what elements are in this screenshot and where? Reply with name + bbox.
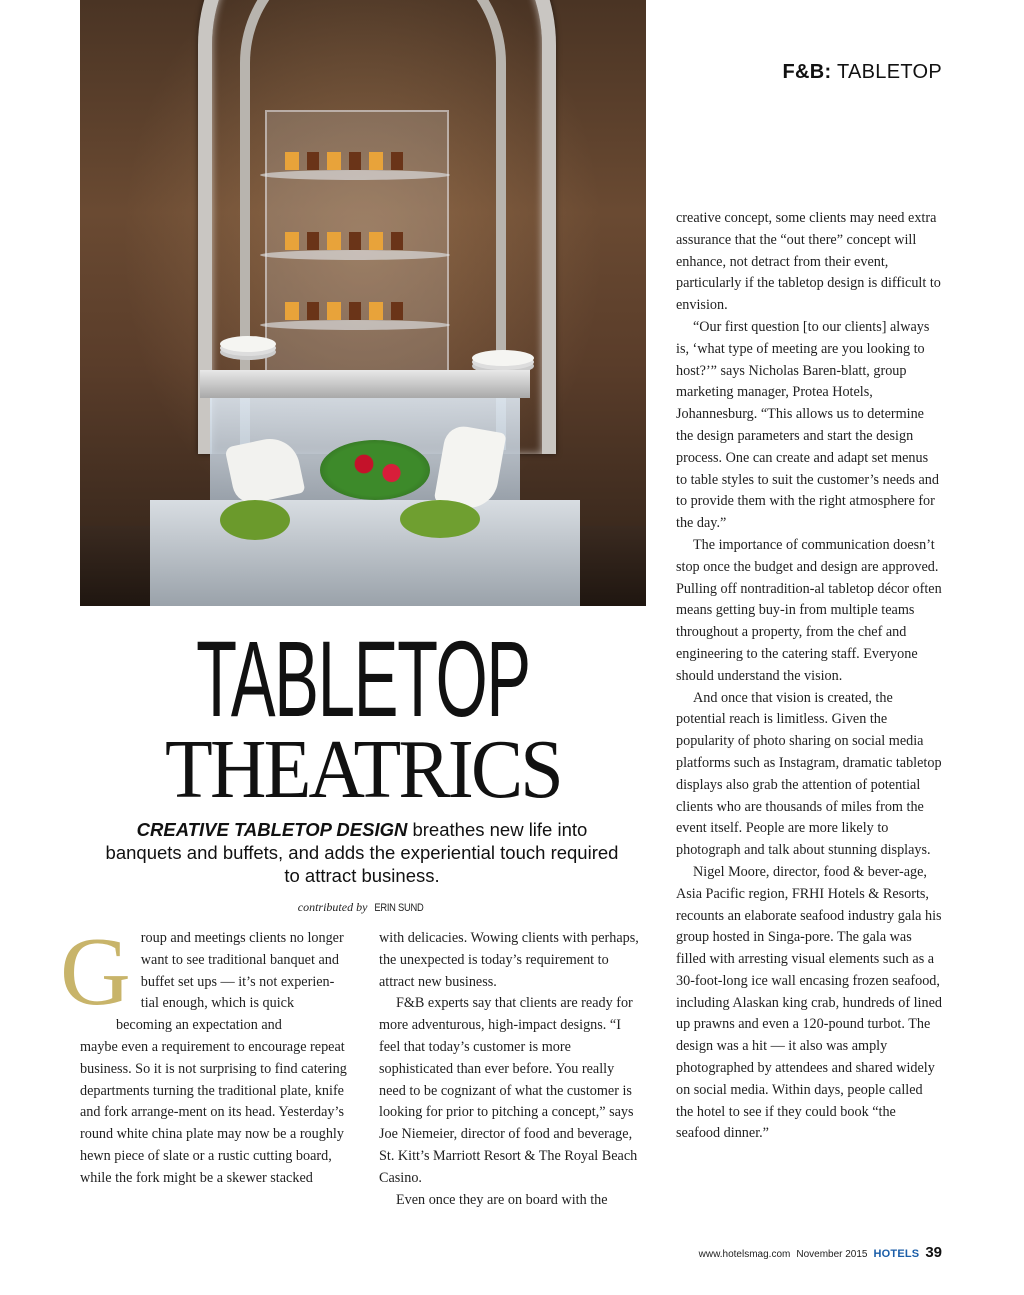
body-paragraph: maybe even a requirement to encourage repeat business. So it is not surprising to find catering departments turning the traditional plate, knife and fork arrange-ment on its head. Yesterday’s round white china plate may now be a roughly hewn piece of slate or a rustic cutting board, while the fork might be a skewer stacked — [80, 1038, 347, 1186]
headline-line-2: THEATRICS — [165, 723, 561, 816]
byline-prefix: contributed by — [297, 900, 368, 914]
body-column-2 — [379, 928, 643, 1211]
body-paragraph: creative concept, some clients may need extra assurance that the “out there” concept will enhance, not detract from their event, particularly if the tabletop design is difficult to envision. — [676, 210, 941, 314]
body-paragraph: Nigel Moore, director, food & bever-age, Asia Pacific region, FRHI Hotels & Resorts, recounts an elaborate seafood industry gala his group hosted in Singa-pore. The gala was filled with arresting visual elements such as a 30-foot-long ice wall encasing frozen seafood, including Alaskan king crab, hundreds of lined up prawns and even a 120-pound turbot. The design was a hit — it also was amply photographed by attendees and shared widely on social media. Within days, people called the hotel to see if they could book “the seafood dinner.” — [676, 863, 942, 1142]
body-line: tial enough, which is quick — [140, 995, 295, 1012]
moss-ball — [220, 500, 290, 540]
footer-magazine-name: HOTELS — [873, 1248, 920, 1260]
cart-shelf — [200, 370, 530, 398]
body-paragraph: The importance of communication doesn’t stop once the budget and design are approved. Pulling off nontradition-al tabletop décor often means getting buy-in from multiple teams throughout a property, from the chef and engineering to the catering staff. Everyone should understand the vision. — [676, 536, 942, 684]
body-paragraph: F&B experts say that clients are ready for more adventurous, high-impact designs. “I feel that today’s customer is more sophisticated than ever before. You really need to be cognizant of what the customer is looking for prior to pitching a concept,” says Joe Niemeier, director of food and beverage, St. Kitt’s Marriott Resort & The Royal Beach Casino. — [379, 995, 638, 1186]
section-header — [783, 61, 943, 84]
dessert-row — [285, 232, 405, 250]
plate-stack — [472, 350, 534, 366]
dessert-row — [285, 152, 405, 170]
body-column-1 — [60, 918, 350, 1190]
section-name: TABLETOP — [836, 61, 942, 83]
byline-author: ERIN SUND — [374, 902, 424, 914]
plate-stack — [220, 336, 276, 352]
footer-url: www.hotelsmag.com — [698, 1249, 791, 1260]
footer-date: November 2015 — [796, 1249, 868, 1260]
cart-base — [150, 500, 580, 606]
byline — [80, 900, 646, 915]
body-line: want to see traditional banquet and — [140, 951, 339, 968]
tower-tier — [260, 320, 450, 330]
tower-tier — [260, 170, 450, 180]
body-paragraph: Even once they are on board with the — [396, 1191, 608, 1208]
deck-rest: breathes new life into banquets and buffets, and adds the experiential touch required to attract business. — [105, 819, 619, 886]
drop-cap: G — [60, 918, 131, 1026]
body-line: becoming an expectation and — [116, 1017, 282, 1034]
body-paragraph: And once that vision is created, the potential reach is limitless. Given the popularity of photo sharing on social media platforms such as Instagram, dramatic tabletop displays also grab the attention of potential clients who are thousands of miles from the event itself. People are more likely to photograph and talk about stunning displays. — [676, 689, 942, 859]
deck-lead: CREATIVE TABLETOP DESIGN — [136, 819, 408, 840]
body-paragraph: with delicacies. Wowing clients with perhaps, the unexpected is today’s requirement to attract new business. — [379, 930, 639, 990]
flower-arrangement — [320, 440, 430, 500]
page-number: 39 — [925, 1244, 942, 1261]
article-deck — [100, 818, 624, 887]
moss-ball — [400, 500, 480, 538]
body-column-3 — [676, 208, 942, 1145]
body-line: roup and meetings clients no longer — [140, 930, 344, 946]
section-prefix: F&B: — [782, 61, 832, 83]
page-footer — [699, 1244, 942, 1261]
tower-tier — [260, 250, 450, 260]
dessert-row — [285, 302, 405, 320]
hero-photo-dessert-cart — [80, 0, 646, 606]
body-paragraph: “Our first question [to our clients] always is, ‘what type of meeting are you looking to host?’” says Nicholas Baren-blatt, group marketing manager, Protea Hotels, Johannesburg. “This allows us to determine the design parameters and start the design process. One can create and adapt set menus to table styles to suit the customer’s needs and to provide them with the right atmosphere for the day.” — [676, 318, 939, 532]
body-line: buffet set ups — it’s not experien- — [140, 973, 335, 990]
headline-line-1: TABLETOP — [196, 618, 530, 739]
